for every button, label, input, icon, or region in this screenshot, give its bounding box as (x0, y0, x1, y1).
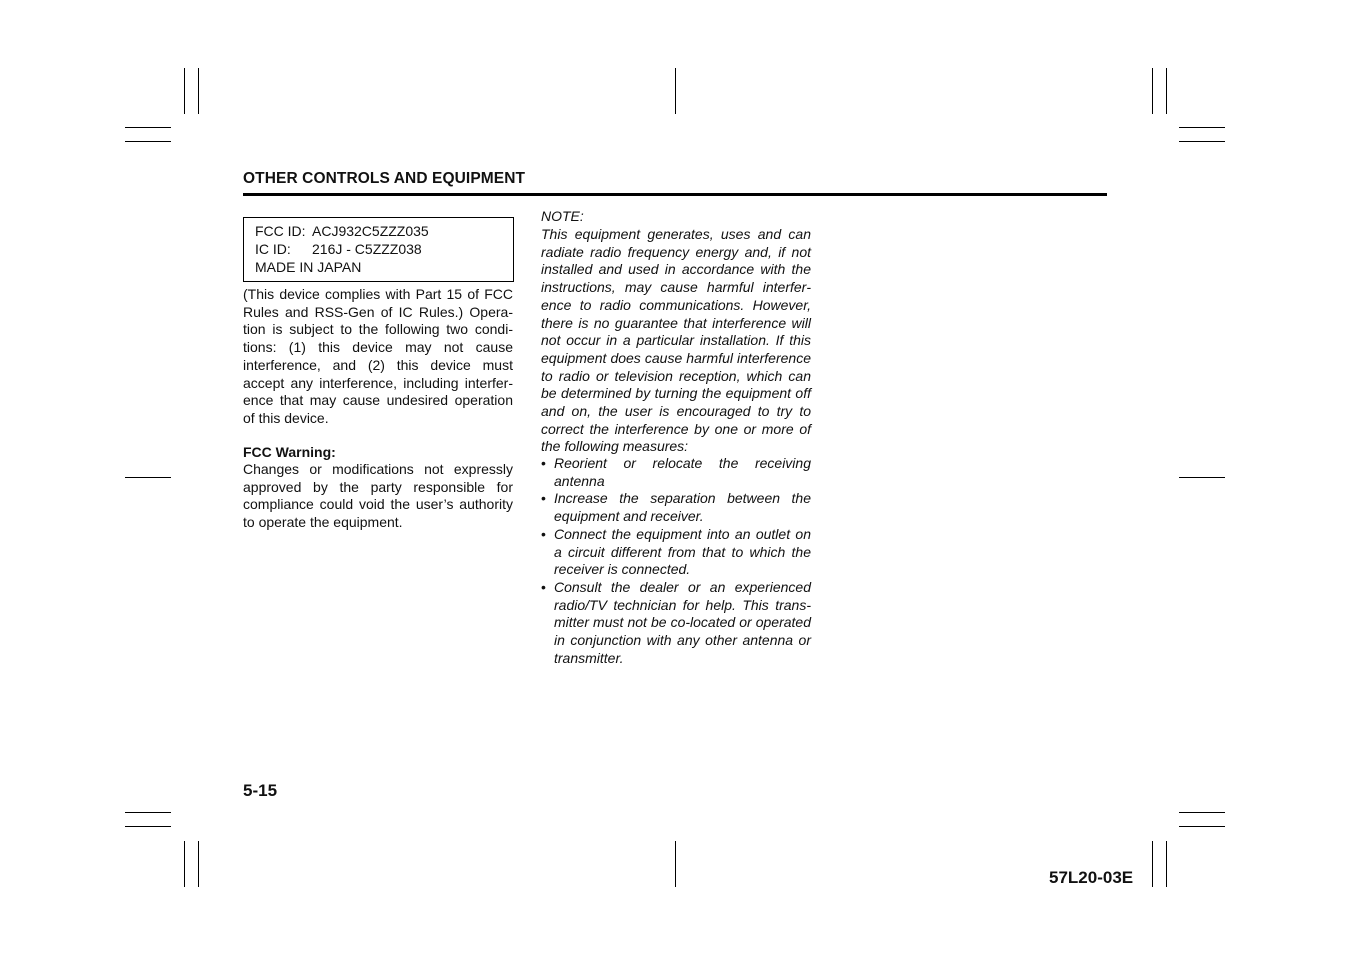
crop-mark (125, 141, 171, 142)
crop-mark (1152, 68, 1153, 114)
crop-mark (1166, 68, 1167, 114)
crop-mark (184, 841, 185, 887)
crop-mark (125, 826, 171, 827)
compliance-paragraph: (This device complies with Part 15 of FCC Rules and RSS-Gen of IC Rules.) Operation is subject to the following two conditions: (1) this device may not cause interference, and (2) this device must accept any interference, including interference that may cause undesired operation of this device. (243, 286, 513, 426)
crop-mark (675, 841, 676, 887)
crop-mark (1152, 841, 1153, 887)
bullet-icon: • (541, 525, 546, 542)
list-item-text: Consult the dealer or an experienced radio/TV technician for help. This transmitter must not be co-located or operated in conjunction with any other antenna or transmitter. (554, 578, 811, 666)
crop-mark (675, 68, 676, 114)
measures-list (541, 455, 811, 667)
fcc-id-label: FCC ID: (255, 223, 306, 239)
document-code: 57L20-03E (1049, 868, 1134, 887)
fcc-warning-heading: FCC Warning: (243, 444, 336, 460)
section-title: OTHER CONTROLS AND EQUIPMENT (243, 170, 526, 187)
page-number: 5-15 (243, 781, 278, 800)
fcc-id-value: ACJ932C5ZZZ035 (312, 223, 429, 239)
origin-text: MADE IN JAPAN (255, 258, 362, 275)
list-item (541, 579, 811, 668)
list-item-text: Reorient or relocate the receiving antenna (554, 455, 811, 489)
note-paragraph: This equipment generates, uses and can radiate radio frequency energy and, if not installed and used in accordance with the instructions, may cause harmful interference to radio communications. However, there is no guarantee that interference will not occur in a particular installation. If this equipment does cause harmful interference to radio or television reception, which can be determined by turning the equipment off and on, the user is encouraged to try to correct the interference by one or more of the following measures: (541, 226, 811, 455)
crop-mark (198, 68, 199, 114)
crop-mark (1179, 127, 1225, 128)
ic-id-row (255, 241, 513, 259)
fcc-warning-paragraph: Changes or modifications not expressly approved by the party responsible for compliance could void the user’s authority to operate the equipment. (243, 461, 513, 531)
list-item (541, 455, 811, 490)
bullet-icon: • (541, 490, 546, 507)
crop-mark (125, 127, 171, 128)
crop-mark (1179, 812, 1225, 813)
crop-mark (198, 841, 199, 887)
crop-mark (125, 812, 171, 813)
crop-mark (184, 68, 185, 114)
crop-mark (1179, 826, 1225, 827)
note-heading: NOTE: (541, 208, 584, 224)
bullet-icon: • (541, 455, 546, 471)
list-item-text: Increase the separation between the equipment and receiver. (554, 490, 811, 525)
header-rule (243, 193, 1107, 196)
crop-mark (1166, 841, 1167, 887)
fcc-id-box (243, 217, 514, 282)
bullet-icon: • (541, 578, 546, 595)
list-item-text: Connect the equipment into an outlet on a circuit different from that to which the receiver is connected. (554, 525, 811, 578)
crop-mark (1179, 477, 1225, 478)
list-item (541, 490, 811, 525)
crop-mark (1179, 141, 1225, 142)
crop-mark (125, 477, 171, 478)
fcc-id-row (255, 223, 513, 241)
ic-id-label: IC ID: (255, 240, 291, 257)
list-item (541, 526, 811, 579)
ic-id-value: 216J - C5ZZZ038 (312, 240, 422, 257)
